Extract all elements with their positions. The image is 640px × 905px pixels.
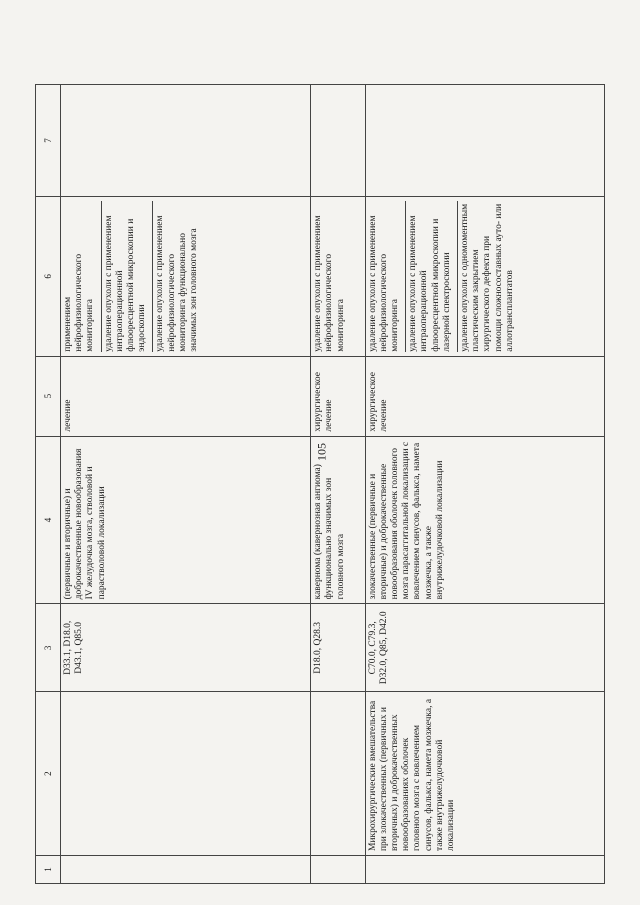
cell-row3-diagnosis: злокачественные (первичные и вторичные) и доброкачественные новообразования оболочек головного мозга парасаггитальной локализации с вовлечением синусов, фалькса, намета мозжечка, а также внутрижелудочковой локализации — [365, 436, 604, 604]
cell-row2-codes: D18.0, Q28.3 — [311, 604, 365, 692]
cell-row1-diagnosis: (первичные и вторичные) и доброкачественные новообразования IV желудочка мозга, стволовой и парастволовой локализации — [61, 436, 311, 604]
cell-row2-col2 — [311, 692, 365, 856]
cell-row3-treatment-type: хирургическое лечение — [365, 356, 604, 436]
cell-row1-methods — [61, 196, 311, 356]
cell-row1-col1 — [61, 856, 311, 884]
col-header-7: 7 — [36, 85, 61, 197]
cell-row2-treatment-type: хирургическое лечение — [311, 356, 365, 436]
cell-row2-diagnosis: кавернома (кавернозная ангиома) функционально значимых зон головного мозга — [311, 436, 365, 604]
cell-row1-treatment-type: лечение — [61, 356, 311, 436]
method-item: удаление опухоли с применением нейрофизиологического мониторинга — [366, 201, 407, 352]
method-item: применением нейрофизиологического мониторинга — [61, 201, 102, 352]
table-row — [311, 85, 365, 884]
cell-row2-col1 — [311, 856, 365, 884]
page-number: 105 — [314, 443, 329, 461]
cell-row3-col1 — [365, 856, 604, 884]
procedures-table — [35, 84, 605, 884]
cell-row3-codes: C70.0, C79.3, D32.0, Q85, D42.0 — [365, 604, 604, 692]
col-header-6: 6 — [36, 196, 61, 356]
cell-row3-methods — [365, 196, 604, 356]
rotated-table-wrapper — [35, 84, 605, 884]
cell-row1-codes: D33.1, D18.0, D43.1, Q85.0 — [61, 604, 311, 692]
table-header-row — [36, 85, 61, 884]
col-header-4: 4 — [36, 436, 61, 604]
table-row — [61, 85, 311, 884]
method-item: удаление опухоли с применением нейрофизиологического мониторинга функционально значимых зон головного мозга — [155, 215, 200, 352]
cell-row3-procedure-name: Микрохирургические вмешательства при злокачественных (первичных и вторичных) и доброкачественных новообразованиях оболочек головного мозга с вовлечением синусов, фалькса, намета мозжечка, а также внутрижелудочковой локализации — [365, 692, 604, 856]
method-item: удаление опухоли с одномоментным пластическим закрытием хирургического дефекта при помощи сложносоставных ауто- или аллотрансплантатов — [460, 203, 515, 352]
col-header-3: 3 — [36, 604, 61, 692]
cell-row1-col7 — [61, 85, 311, 197]
table-row — [365, 85, 604, 884]
cell-row3-col7 — [365, 85, 604, 197]
method-item: удаление опухоли с применением интраоперационной флюоресцентной микроскопии и лазерной спектроскопии — [406, 201, 458, 352]
cell-row2-col7 — [311, 85, 365, 197]
cell-row1-col2 — [61, 692, 311, 856]
method-item: удаление опухоли с применением интраоперационной флюоресцентной микроскопии и эндоскопии — [102, 201, 154, 352]
col-header-1: 1 — [36, 856, 61, 884]
cell-row2-methods: удаление опухоли с применением нейрофизиологического мониторинга — [311, 196, 365, 356]
col-header-2: 2 — [36, 692, 61, 856]
col-header-5: 5 — [36, 356, 61, 436]
